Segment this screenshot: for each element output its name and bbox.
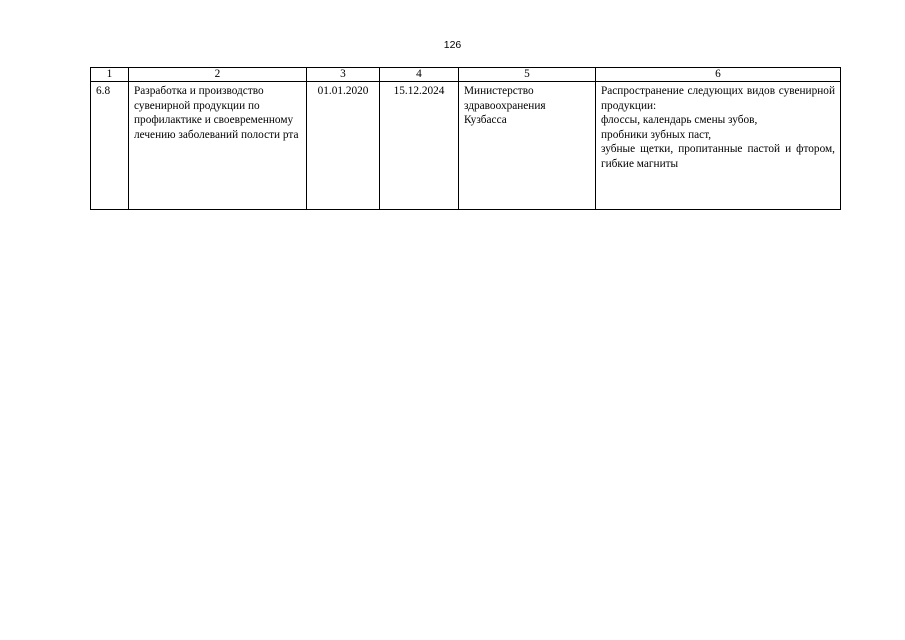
outcome-item: зубные щетки, пропитанные пастой и фтором, <box>601 143 835 156</box>
executor-cell: Министерство здравоохранения Кузбасса <box>459 82 596 210</box>
table-header-row <box>91 68 841 82</box>
activity-cell: Разработка и производство сувенирной продукции по профилактике и своевременному лечению заболеваний полости рта <box>129 82 307 210</box>
outcome-cell <box>596 82 841 210</box>
plan-table <box>90 67 841 210</box>
outcome-item: флоссы, календарь смены зубов, <box>601 114 758 127</box>
outcome-intro: Распространение следующих видов сувенирной продукции: <box>601 85 835 112</box>
table-row <box>91 82 841 210</box>
column-header-6: 6 <box>596 68 841 82</box>
column-header-3: 3 <box>307 68 380 82</box>
row-number-cell: 6.8 <box>91 82 129 210</box>
column-header-1: 1 <box>91 68 129 82</box>
column-header-2: 2 <box>129 68 307 82</box>
column-header-5: 5 <box>459 68 596 82</box>
outcome-item: гибкие магниты <box>601 157 679 170</box>
start-date-cell: 01.01.2020 <box>307 82 380 210</box>
page-number: 126 <box>443 39 462 51</box>
end-date-cell: 15.12.2024 <box>380 82 459 210</box>
outcome-item: пробники зубных паст, <box>601 128 712 141</box>
column-header-4: 4 <box>380 68 459 82</box>
